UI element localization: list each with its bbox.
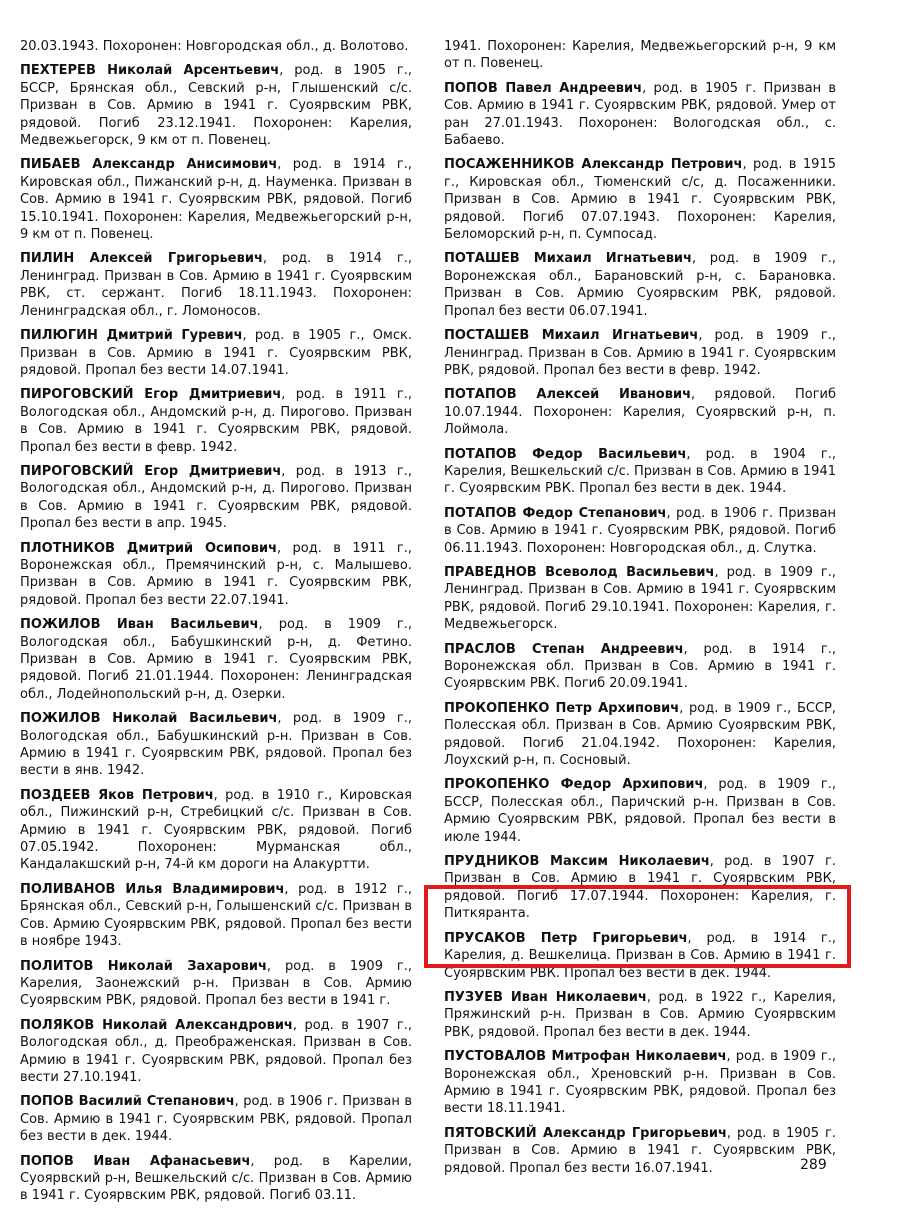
entry-name: ПРОКОПЕНКО Петр Архипович: [444, 700, 680, 716]
list-item: [444, 327, 836, 379]
entry-text: , род. в 1909 г., Карелия, Заонежский р-н. Призван в Сов. Армию Суоярвским РВК, рядовой. Пропал без вести в 1941 г.: [20, 958, 412, 1009]
list-item: [20, 386, 412, 456]
list-item: [444, 641, 836, 693]
entry-name: ПОЖИЛОВ Иван Васильевич: [20, 617, 259, 633]
entry-name: ПИБАЕВ Александр Анисимович: [20, 157, 278, 173]
list-item: [20, 710, 412, 780]
entry-text: , род. в 1905 г., Омск. Призван в Сов. Армию в 1941 г. Суоярвским РВК, рядовой. Пропал без вести 14.07.1941.: [20, 328, 412, 378]
entry-name: ПОСТАШЕВ Михаил Игнатьевич: [444, 328, 699, 344]
entry-text: , род. в 1907 г., Вологодская обл., д. Преображенская. Призван в Сов. Армию в 1941 г. Суоярвским РВК, рядовой. Пропал без вести 27.10.1941.: [20, 1017, 412, 1085]
entry-name: ПОПОВ Иван Афанасьевич: [20, 1153, 251, 1169]
entry-text: , род. в 1922 г., Карелия, Пряжинский р-н. Призван в Сов. Армию Суоярвским РВК, рядовой. Пропал без вести в дек. 1944.: [444, 989, 836, 1040]
list-item: [20, 616, 412, 703]
entry-text: , род. в 1905 г. Призван в Сов. Армию в 1941 г. Суоярвским РВК, рядовой. Пропал без вести 16.07.1941.: [444, 1125, 836, 1176]
list-item: [20, 1093, 412, 1145]
continued-text: 20.03.1943. Похоронен: Новгородская обл., д. Волотово.: [20, 39, 409, 54]
entry-name: ПРАВЕДНОВ Всеволод Васильевич: [444, 564, 715, 580]
list-item: [20, 463, 412, 533]
entry-name: ПРОКОПЕНКО Федор Архипович: [444, 777, 704, 793]
list-item: [444, 156, 836, 243]
entry-text: , рядовой. Погиб 10.07.1944. Похоронен: Карелия, Суоярвский р-н, п. Лоймола.: [444, 387, 836, 438]
right-column: [444, 38, 836, 1184]
entry-name: ПОТАПОВ Федор Васильевич: [444, 446, 687, 462]
entry-name: ПИЛИН Алексей Григорьевич: [20, 251, 263, 267]
entry-list: [444, 80, 836, 1177]
entry-name: ПУСТОВАЛОВ Митрофан Николаевич: [444, 1049, 727, 1065]
entry-name: ПРУДНИКОВ Максим Николаевич: [444, 854, 710, 870]
list-item: [20, 62, 412, 149]
entry-text: , род. в 1911 г., Вологодская обл., Андомский р-н, д. Пирогово. Призван в Сов. Армию в 1941 г. Суоярвским РВК, рядовой. Пропал без вести в февр. 1942.: [20, 387, 412, 455]
entry-text: , род. в 1909 г., Ленинград. Призван в Сов. Армию в 1941 г. Суоярвским РВК, рядовой. Погиб 29.10.1941. Похоронен: Карелия, г. Медвежьегорск.: [444, 564, 836, 633]
entry-text: , род. в 1907 г. Призван в Сов. Армию в 1941 г. Суоярвским РВК, рядовой. Погиб 17.07.1944. Похоронен: Карелия, г. Питкяранта.: [444, 854, 836, 922]
list-item: [444, 446, 836, 498]
entry-text: , род. в 1914 г., Ленинград. Призван в Сов. Армию в 1941 г. Суоярвским РВК, ст. сержант. Погиб 18.11.1943. Похоронен: Ленинградская обл., г. Ломоносов.: [20, 251, 412, 319]
entry-name: ПОЗДЕЕВ Яков Петрович: [20, 787, 214, 803]
entry-text: , род. в 1906 г. Призван в Сов. Армию в 1941 г. Суоярвским РВК, рядовой. Пропал без вести в дек. 1944.: [20, 1094, 412, 1145]
entry-name: ПРАСЛОВ Степан Андреевич: [444, 641, 684, 657]
entry-name: ПЕХТЕРЕВ Николай Арсентьевич: [20, 63, 280, 79]
entry-text: , род. в 1906 г. Призван в Сов. Армию в 1941 г. Суоярвским РВК, рядовой. Погиб 06.11.1943. Похоронен: Новгородская обл., д. Слутка.: [444, 505, 836, 556]
list-item: [444, 505, 836, 557]
entry-name: ПОЛИВАНОВ Илья Владимирович: [20, 881, 285, 897]
entry-text: , род. в 1905 г. Призван в Сов. Армию в 1941 г. Суоярвским РВК, рядовой. Умер от ран 27.01.1943. Похоронен: Вологодская обл., с. Бабаево.: [444, 80, 836, 149]
list-item: [20, 250, 412, 320]
entry-text: , род. в 1909 г., Вологодская обл., Бабушкинский р-н. Призван в Сов. Армию в 1941 г. Суоярвским РВК, рядовой. Пропал без вести в янв. 1942.: [20, 711, 412, 779]
continued-text: 1941. Похоронен: Карелия, Медвежьегорский р-н, 9 км от п. Повенец.: [444, 39, 836, 72]
entry-text: , род. в 1914 г., Воронежская обл. Призван в Сов. Армию в 1941 г. Суоярвским РВК. Погиб 20.09.1941.: [444, 641, 836, 692]
entry-name: ПОПОВ Павел Андреевич: [444, 80, 643, 96]
entry-name: ПРУСАКОВ Петр Григорьевич: [444, 930, 688, 946]
entry-text: , род. в 1914 г., Карелия, д. Вешкелица. Призван в Сов. Армию в 1941 г. Суоярвским РВК. Пропал без вести в дек. 1944.: [444, 930, 836, 981]
entry-name: ПУЗУЕВ Иван Николаевич: [444, 989, 647, 1005]
entry-name: ПИРОГОВСКИЙ Егор Дмитриевич: [20, 387, 282, 403]
list-item: [20, 156, 412, 243]
entry-name: ПОЛИТОВ Николай Захарович: [20, 958, 267, 974]
left-column: [20, 38, 412, 1212]
entry-text: , род. в 1909 г., БССР, Полесская обл. Призван в Сов. Армию Суоярвским РВК, рядовой. Погиб 21.04.1942. Похоронен: Карелия, Лоухский р-н, п. Сосновый.: [444, 700, 836, 769]
entry-name: ПОЖИЛОВ Николай Васильевич: [20, 711, 278, 727]
entry-text: , род. в 1910 г., Кировская обл., Пижинский р-н, Стребицкий с/с. Призван в Сов. Армию в 1941 г. Суоярвским РВК, рядовой. Погиб 07.05.1942. Похоронен: Мурманская обл., Кандалакшский р-н, 74-й км дороги на Алакуртти.: [20, 787, 412, 873]
entry-text: , род. в 1909 г., Вологодская обл., Бабушкинский р-н, д. Фетино. Призван в Сов. Армию в 1941 г. Суоярвским РВК, рядовой. Погиб 21.01.1944. Похоронен: Ленинградская обл., Лодейнопольский р-н, д. Озерки.: [20, 617, 412, 702]
list-item: [20, 1017, 412, 1087]
entry-name: ПОПОВ Василий Степанович: [20, 1094, 235, 1110]
entry-text: , род. в 1913 г., Вологодская обл., Андомский р-н, д. Пирогово. Призван в Сов. Армию в 1941 г. Суоярвским РВК, рядовой. Пропал без вести в апр. 1945.: [20, 463, 412, 532]
list-item: [20, 787, 412, 874]
entry-name: ПЯТОВСКИЙ Александр Григорьевич: [444, 1125, 727, 1141]
entry-name: ПОТАПОВ Федор Степанович: [444, 505, 667, 521]
entry-text: , род. в 1915 г., Кировская обл., Тюменский с/с, д. Посаженники. Призван в Сов. Армию в 1941 г. Суоярвским РВК, рядовой. Погиб 07.07.1943. Похоронен: Карелия, Беломорский р-н, п. Сумпосад.: [444, 157, 836, 243]
highlight-box: [424, 885, 851, 968]
list-item: [444, 989, 836, 1041]
list-item: [444, 564, 836, 634]
entry-text: , род. в 1914 г., Кировская обл., Пижанский р-н, д. Науменка. Призван в Сов. Армию в 1941 г. Суоярвским РВК, рядовой. Погиб 15.10.1941. Похоронен: Карелия, Медвежьегорский р-н, 9 км от п. Повенец.: [20, 157, 413, 243]
page-number: 289: [800, 1157, 827, 1173]
list-item: [444, 1125, 836, 1177]
entry-text: , род. в 1909 г., Ленинград. Призван в Сов. Армию в 1941 г. Суоярвским РВК, рядовой. Пропал без вести в февр. 1942.: [444, 328, 836, 378]
entry-text: , род. в 1909 г., БССР, Полесская обл., Паричский р-н. Призван в Сов. Армию Суоярвским РВК, рядовой. Пропал без вести в июле 1944.: [444, 777, 837, 845]
entry-text: , род. в 1909 г., Воронежская обл., Хреновский р-н. Призван в Сов. Армию в 1941 г. Суоярвским РВК, рядовой. Пропал без вести 18.11.1941.: [444, 1049, 836, 1117]
entry-name: ПИРОГОВСКИЙ Егор Дмитриевич: [20, 463, 282, 479]
list-item: [444, 80, 836, 150]
list-item: [444, 700, 836, 770]
entry-name: ПИЛЮГИН Дмитрий Гуревич: [20, 328, 243, 344]
entry-name: ПОТАПОВ Алексей Иванович: [444, 387, 692, 403]
list-item: [20, 1153, 412, 1205]
entry-text: , род. в 1904 г., Карелия, Вешкельский с/с. Призван в Сов. Армию в 1941 г. Суоярвским РВК. Пропал без вести в дек. 1944.: [444, 446, 837, 497]
list-item: [444, 1048, 836, 1118]
entry-text: , род. в 1912 г., Брянская обл., Севский р-н, Голышенский с/с. Призван в Сов. Армию Суоярвским РВК, рядовой. Пропал без вести в ноябре 1943.: [20, 881, 413, 950]
entry-list: [20, 62, 412, 1204]
list-item: [444, 250, 836, 320]
list-item: [20, 327, 412, 379]
entry-text: , род. в Карелии, Суоярвский р-н, Вешкельский с/с. Призван в Сов. Армию в 1941 г. Суоярвским РВК, рядовой. Погиб 03.11.: [20, 1153, 412, 1204]
list-item: [20, 540, 412, 610]
list-item: [20, 958, 412, 1010]
list-item: [444, 386, 836, 438]
entry-text: , род. в 1911 г., Воронежская обл., Премячинский р-н, с. Малышево. Призван в Сов. Армию в 1941 г. Суоярвским РВК, рядовой. Пропал без вести 22.07.1941.: [20, 540, 413, 608]
entry-name: ПЛОТНИКОВ Дмитрий Осипович: [20, 540, 277, 556]
entry-text: , род. в 1905 г., БССР, Брянская обл., Севский р-н, Глышенский с/с. Призван в Сов. Армию в 1941 г. Суоярвским РВК, рядовой. Погиб 23.12.1941. Похоронен: Карелия, Медвежьегорск, 9 км от п. Повенец.: [20, 63, 413, 149]
list-item: [20, 881, 412, 951]
entry-name: ПОЛЯКОВ Николай Александрович: [20, 1017, 293, 1033]
entry-name: ПОТАШЕВ Михаил Игнатьевич: [444, 251, 692, 267]
entry-text: , род. в 1909 г., Воронежская обл., Барановский р-н, с. Барановка. Призван в Сов. Армию Суоярвским РВК, рядовой. Пропал без вести 06.07.1941.: [444, 251, 837, 319]
entry-name: ПОСАЖЕННИКОВ Александр Петрович: [444, 157, 743, 173]
list-item: [444, 776, 836, 846]
